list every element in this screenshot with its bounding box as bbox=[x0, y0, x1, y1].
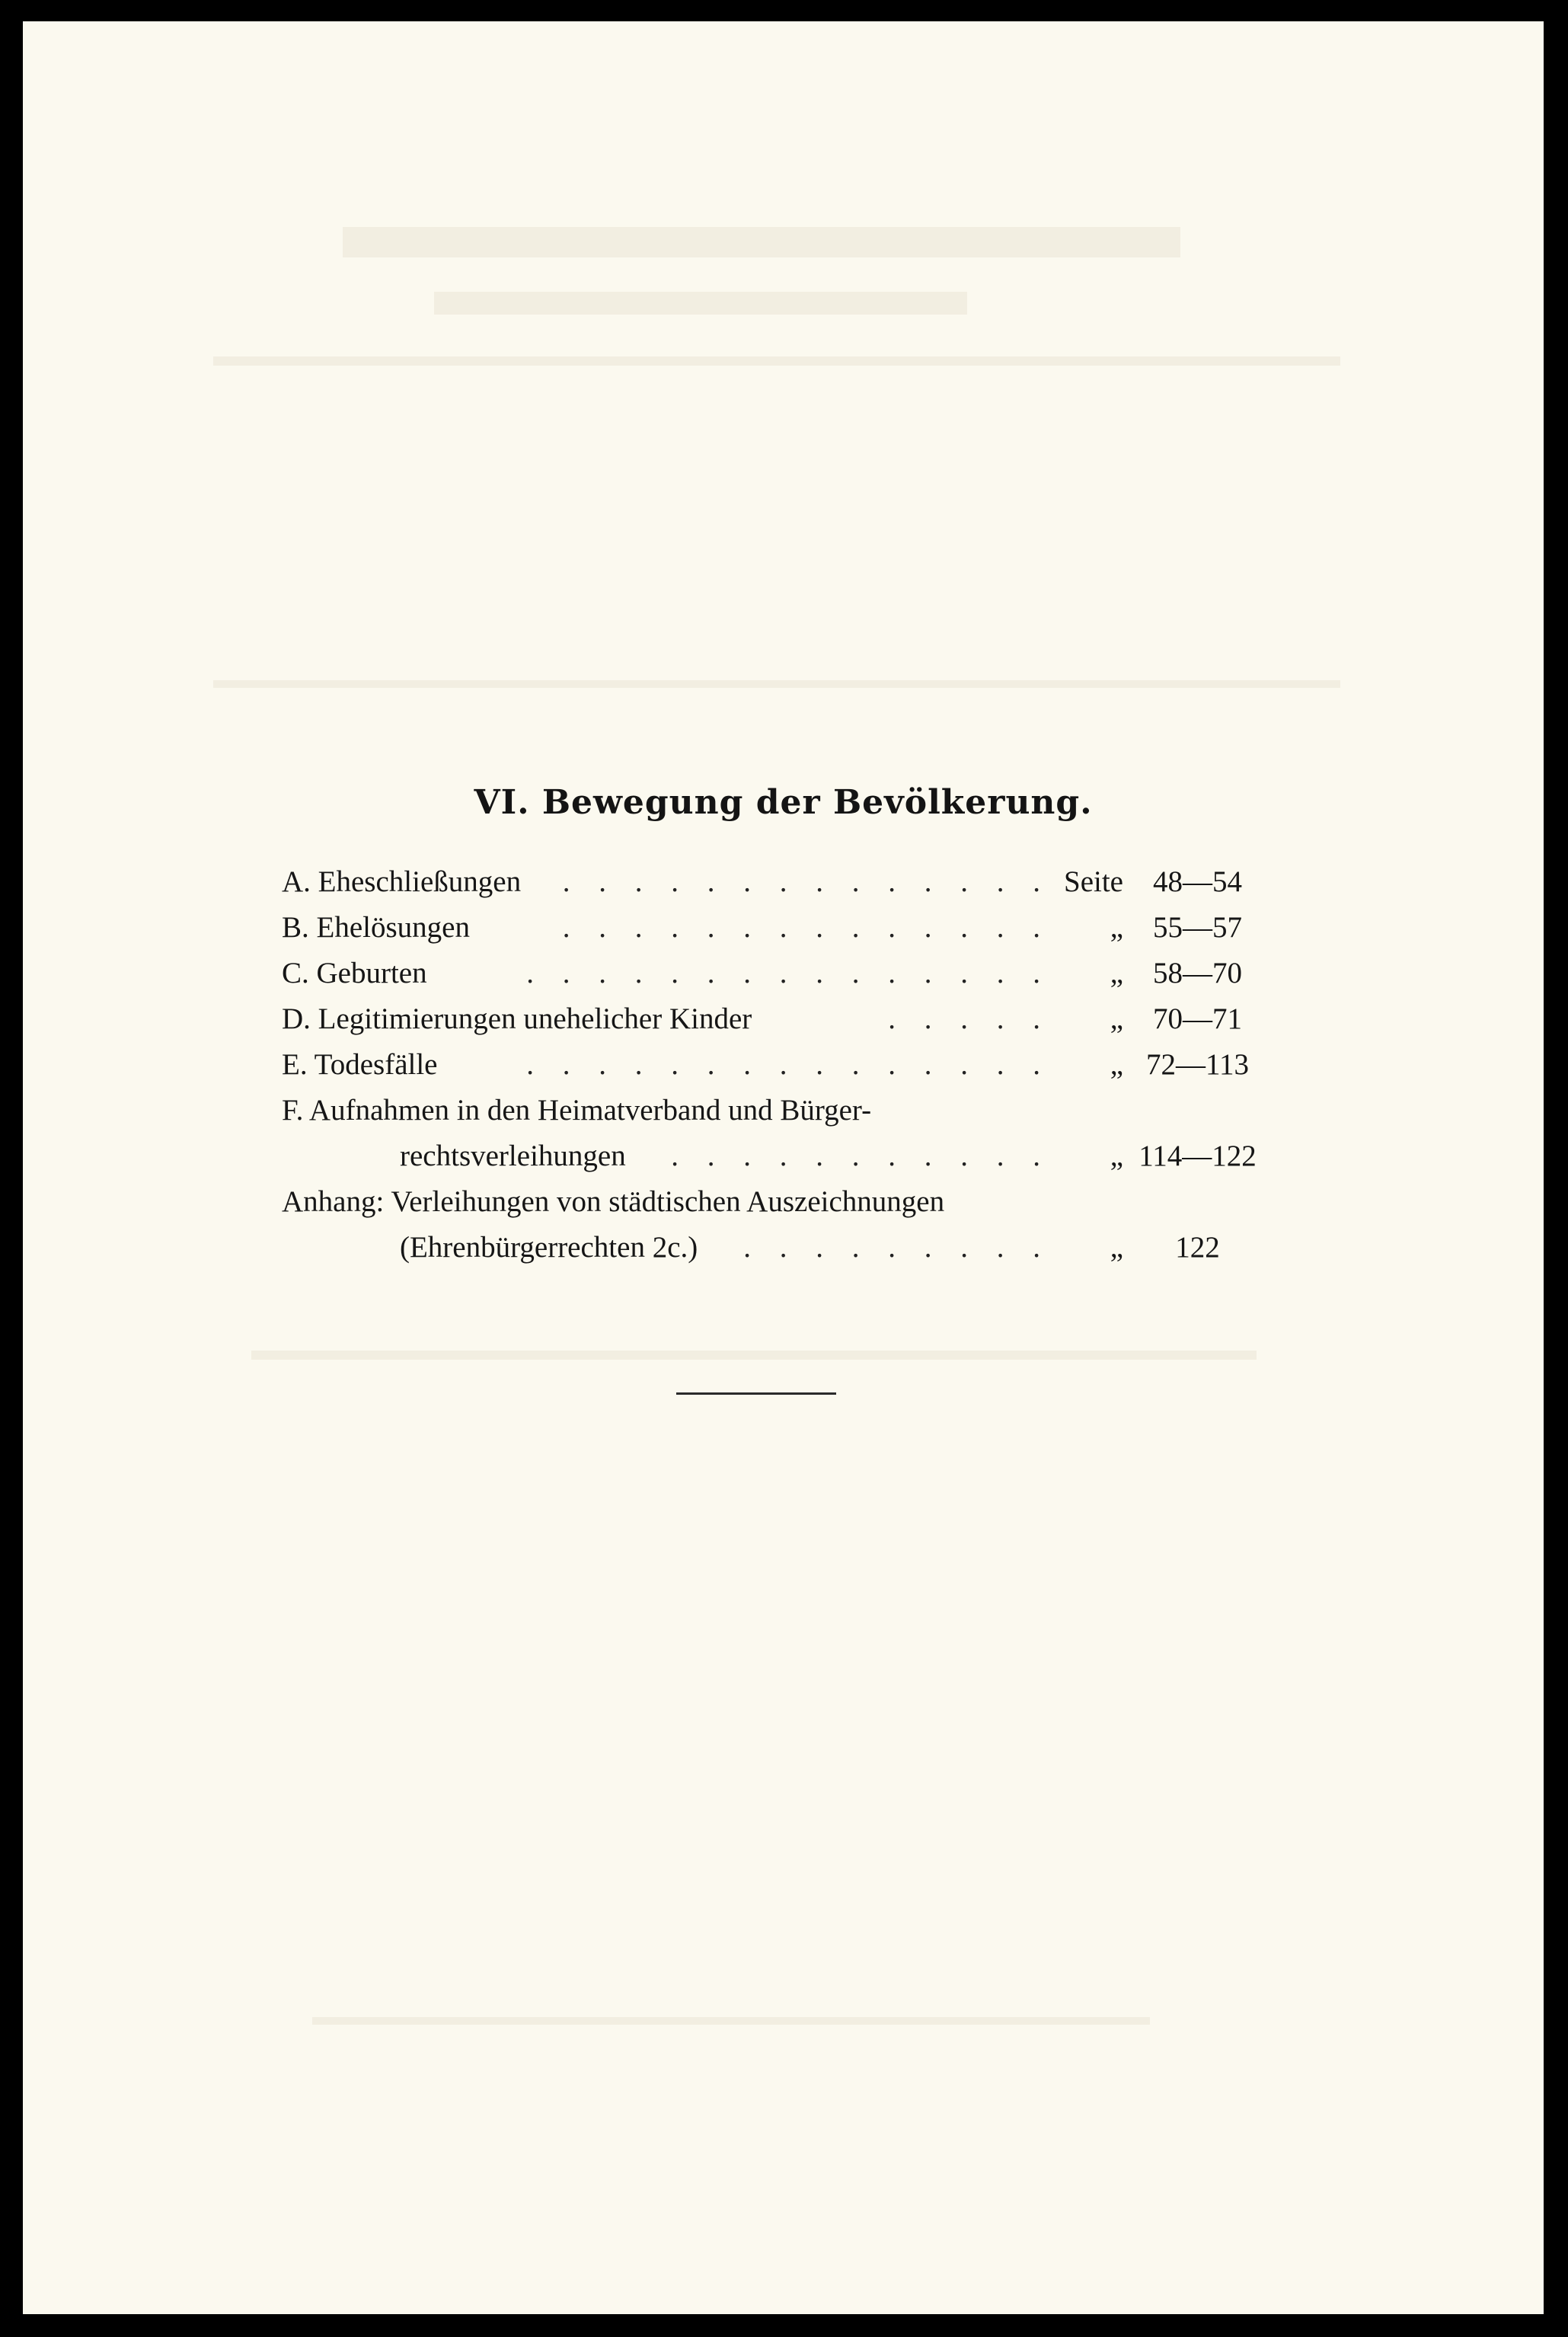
section-title: VI. Bewegung der Bevölkerung. bbox=[474, 783, 1093, 822]
toc-row-f bbox=[282, 1086, 1257, 1132]
toc-row-f-continued bbox=[282, 1132, 1257, 1178]
bleed-through-line bbox=[251, 1351, 1257, 1360]
bleed-through-heading bbox=[343, 227, 1180, 257]
toc-row-d bbox=[282, 995, 1257, 1041]
toc-entry-text: D. Legitimierungen unehelicher Kinder bbox=[282, 1002, 752, 1035]
toc-entry-text: E. Todesfälle bbox=[282, 1048, 438, 1081]
toc-leader-dots: . . . . . . . . . . . bbox=[671, 1140, 1051, 1172]
bleed-through-line bbox=[213, 356, 1340, 366]
toc-entry-text: Anhang: Verleihungen von städtischen Auszeichnungen bbox=[282, 1185, 945, 1218]
toc-page-range: 114—122 bbox=[1138, 1140, 1257, 1172]
closing-rule bbox=[676, 1392, 836, 1395]
toc-page-range: 58—70 bbox=[1153, 957, 1242, 989]
toc-page-range: 55—57 bbox=[1153, 911, 1242, 944]
toc-row-appendix-continued bbox=[282, 1223, 1257, 1269]
toc-page-label: Seite bbox=[1064, 865, 1123, 898]
toc-row-b bbox=[282, 903, 1257, 949]
toc-entry-text: rechtsverleihungen bbox=[400, 1140, 626, 1172]
toc-leader-dots: . . . . . . . . . bbox=[743, 1231, 1051, 1264]
toc-row-a bbox=[282, 858, 1257, 903]
toc-leader-dots: . . . . . . . . . . . . . . bbox=[562, 865, 1051, 898]
toc-entry-text: F. Aufnahmen in den Heimatverband und Bürger- bbox=[282, 1094, 872, 1127]
toc-row-c bbox=[282, 949, 1257, 995]
bleed-through-subheading bbox=[434, 292, 967, 315]
table-of-contents bbox=[282, 858, 1257, 1269]
toc-page-label: „ bbox=[1110, 911, 1123, 944]
toc-page-label: „ bbox=[1110, 957, 1123, 989]
bleed-through-line bbox=[312, 2017, 1150, 2025]
toc-page-range: 72—113 bbox=[1145, 1048, 1250, 1081]
toc-leader-dots: . . . . . bbox=[888, 1002, 1051, 1035]
toc-leader-dots: . . . . . . . . . . . . . . bbox=[562, 911, 1051, 944]
toc-entry-text: A. Eheschließungen bbox=[282, 865, 522, 898]
toc-page-range: 70—71 bbox=[1153, 1002, 1242, 1035]
toc-page-label: „ bbox=[1110, 1231, 1123, 1264]
toc-leader-dots: . . . . . . . . . . . . . . . bbox=[526, 957, 1051, 989]
toc-page-range: 122 bbox=[1175, 1231, 1220, 1264]
document-page bbox=[23, 21, 1544, 2314]
toc-row-appendix bbox=[282, 1178, 1257, 1223]
toc-row-e bbox=[282, 1041, 1257, 1086]
bleed-through-line bbox=[213, 680, 1340, 688]
toc-page-label: „ bbox=[1110, 1002, 1123, 1035]
toc-entry-text: (Ehrenbürgerrechten 2c.) bbox=[400, 1231, 698, 1264]
toc-leader-dots: . . . . . . . . . . . . . . . bbox=[526, 1048, 1051, 1081]
toc-entry-text: B. Ehelösungen bbox=[282, 911, 470, 944]
toc-page-label: „ bbox=[1110, 1140, 1123, 1172]
toc-page-range: 48—54 bbox=[1153, 865, 1242, 898]
toc-page-label: „ bbox=[1110, 1048, 1123, 1081]
toc-entry-text: C. Geburten bbox=[282, 957, 427, 989]
